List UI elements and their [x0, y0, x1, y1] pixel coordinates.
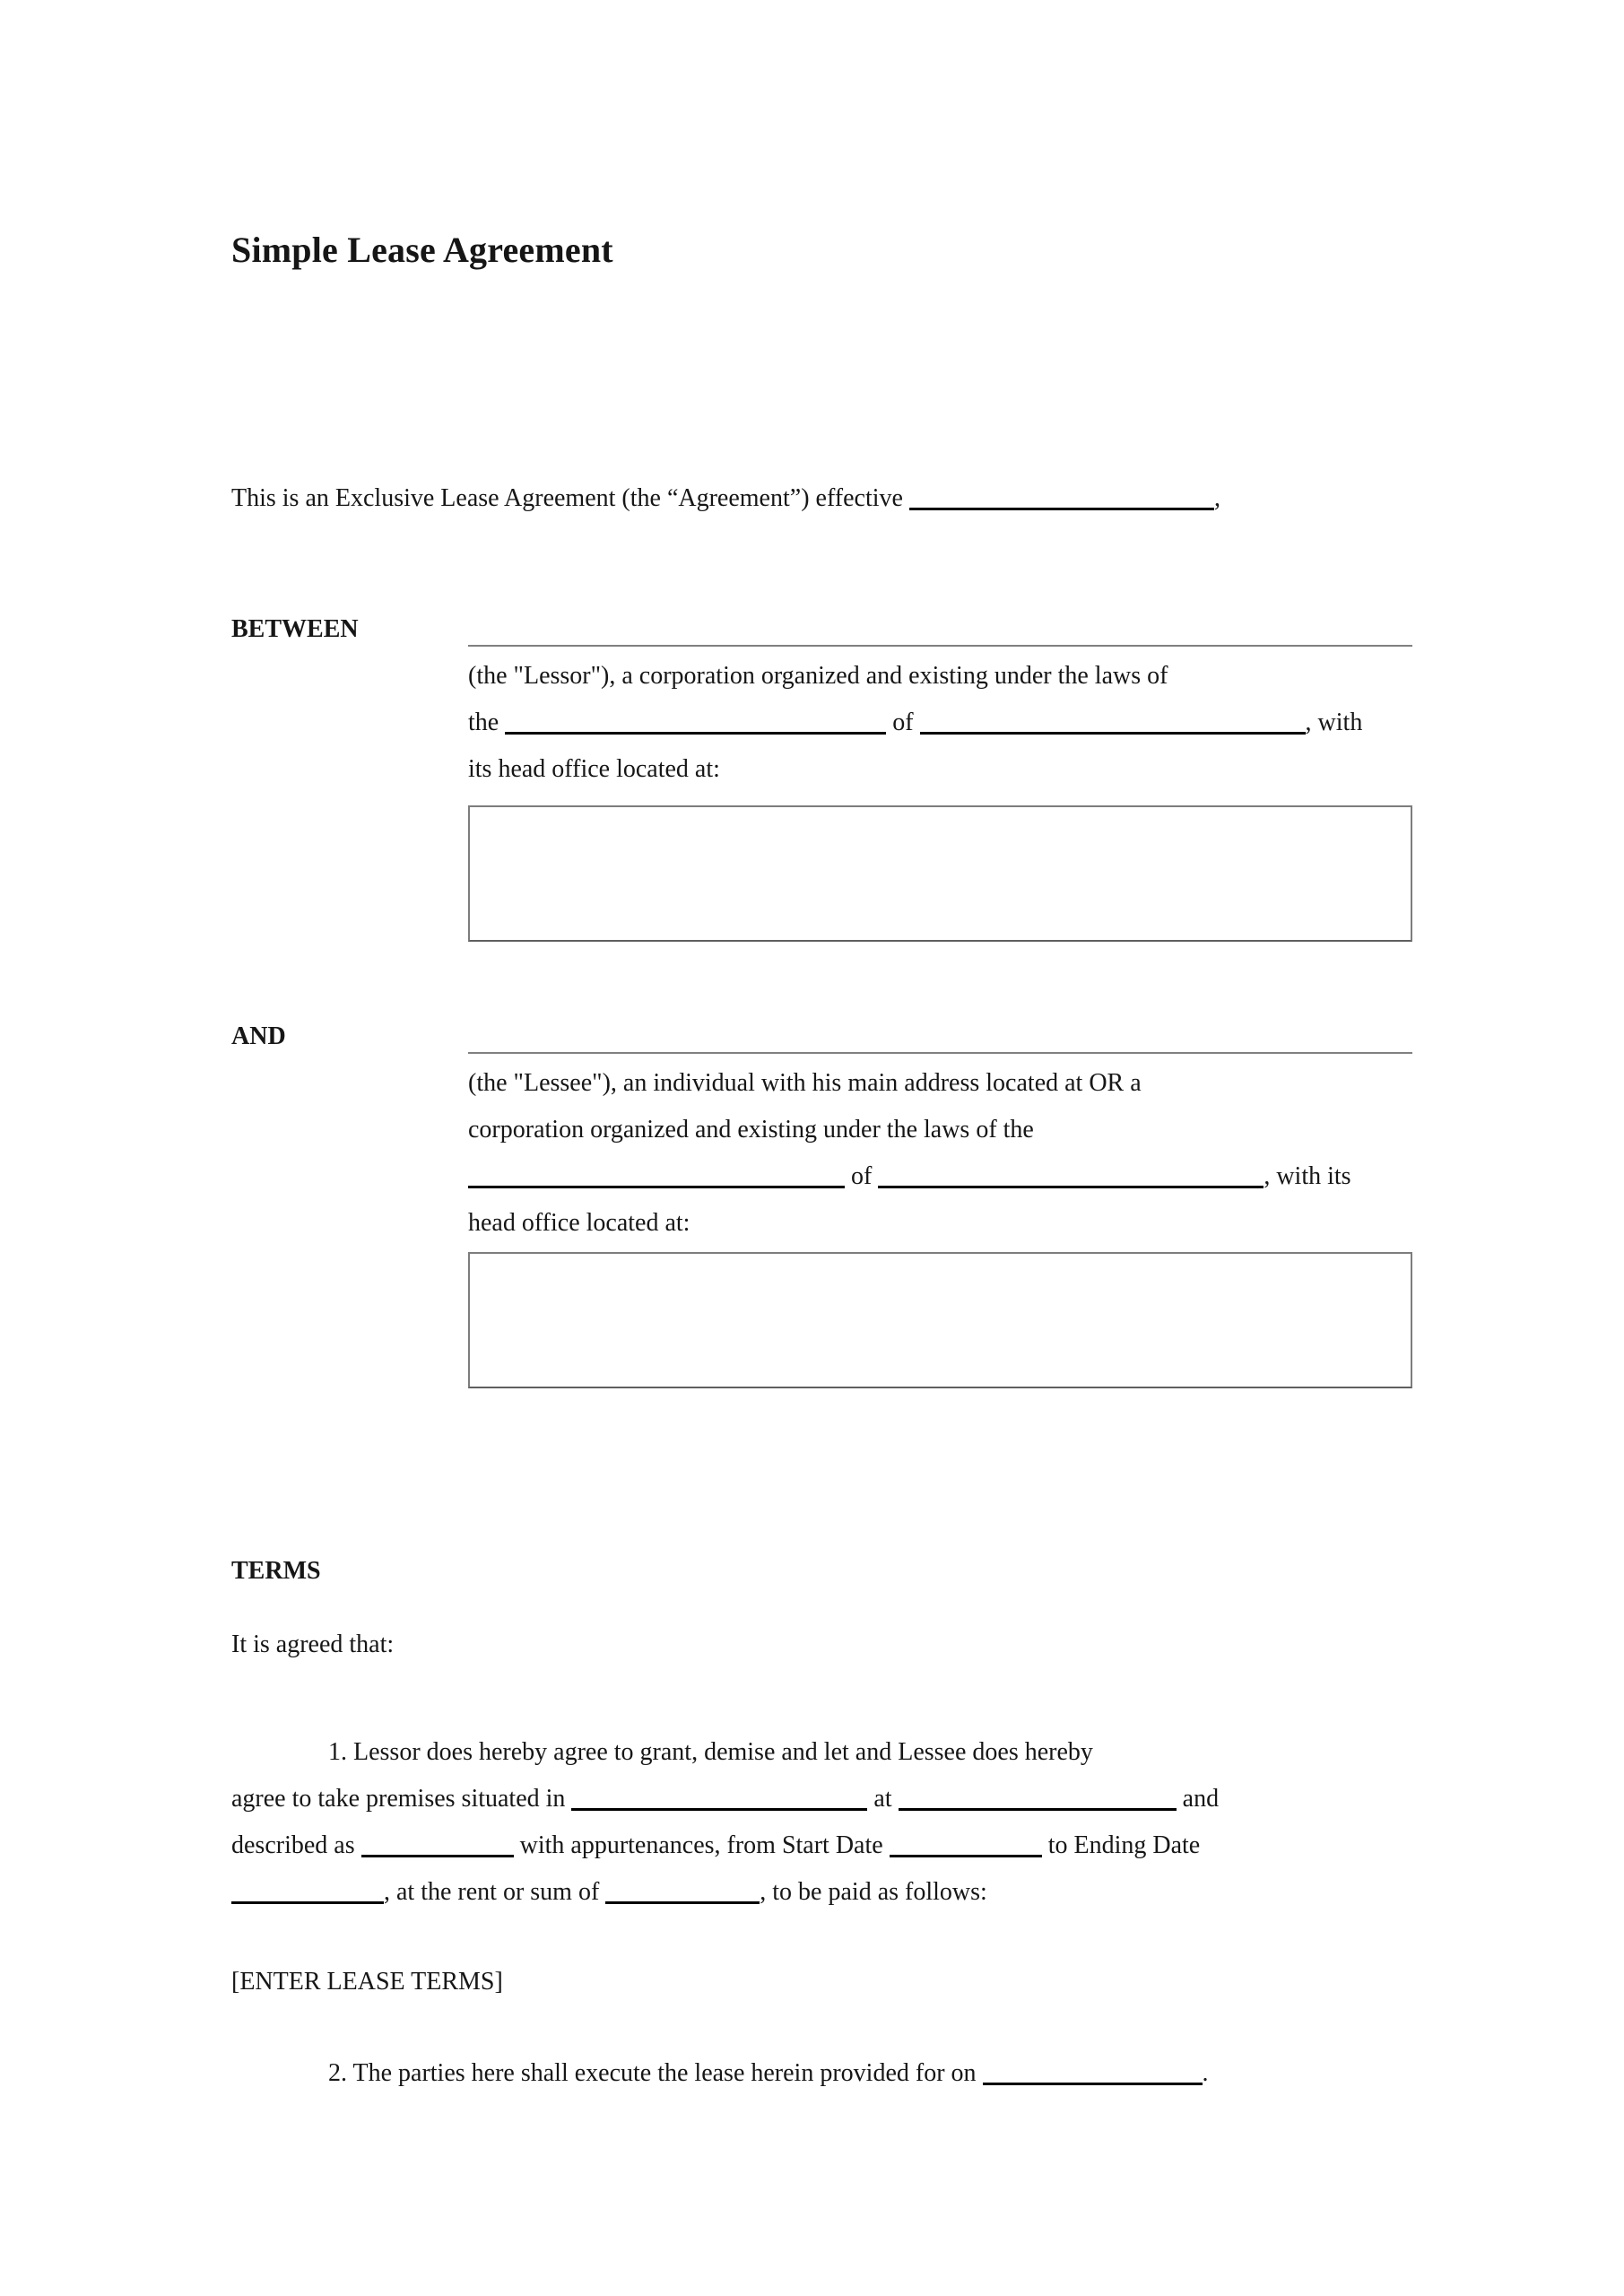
text-run: to Ending Date	[1041, 1831, 1201, 1859]
text-run: 1. Lessor does hereby agree to grant, demise and let and Lessee does hereby	[328, 1738, 1093, 1766]
text-line	[231, 475, 1399, 522]
clause-2-paragraph	[231, 2050, 1399, 2097]
document-title: Simple Lease Agreement	[231, 230, 613, 270]
text-run: with appurtenances, from Start Date	[513, 1831, 890, 1859]
text-run: of	[886, 709, 920, 736]
text-run: corporation organized and existing under the laws of the	[468, 1116, 1034, 1144]
fill-in-blank[interactable]	[890, 1833, 1042, 1857]
between-row	[231, 606, 1412, 653]
text-run: ,	[1213, 484, 1220, 512]
clause-1-paragraph	[231, 1729, 1399, 1916]
text-run: described as	[231, 1831, 361, 1859]
text-line	[231, 2050, 1399, 2097]
text-line	[231, 1729, 1399, 1776]
text-run: , with	[1305, 709, 1363, 736]
text-run: and	[1176, 1785, 1220, 1813]
lessor-address-box[interactable]	[468, 805, 1412, 942]
text-line	[468, 1200, 1399, 1247]
text-run: the	[468, 709, 506, 736]
lessor-name-line[interactable]	[468, 645, 1412, 647]
and-row	[231, 1013, 1412, 1060]
fill-in-blank[interactable]	[468, 1164, 845, 1188]
fill-in-blank[interactable]	[231, 1880, 384, 1904]
text-run: , with its	[1264, 1162, 1351, 1190]
text-line	[468, 700, 1399, 746]
text-line	[468, 1107, 1399, 1153]
text-run: (the "Lessor"), a corporation organized and existing under the laws of	[468, 662, 1168, 690]
text-run: , at the rent or sum of	[384, 1878, 606, 1906]
terms-lead: It is agreed that:	[231, 1631, 395, 1658]
fill-in-blank[interactable]	[605, 1880, 760, 1904]
fill-in-blank[interactable]	[983, 2061, 1203, 2085]
text-line	[231, 1822, 1399, 1869]
text-line	[468, 1060, 1399, 1107]
text-line	[468, 746, 1399, 793]
text-line	[231, 1869, 1399, 1916]
text-run: of	[845, 1162, 879, 1190]
lessee-address-box[interactable]	[468, 1252, 1412, 1388]
and-label: AND	[231, 1022, 286, 1050]
terms-heading: TERMS	[231, 1557, 321, 1585]
text-run: agree to take premises situated in	[231, 1785, 572, 1813]
lessee-name-line[interactable]	[468, 1052, 1412, 1054]
intro-paragraph	[231, 475, 1399, 522]
lessor-description-paragraph	[468, 653, 1399, 793]
fill-in-blank[interactable]	[899, 1787, 1177, 1811]
text-run: (the "Lessee"), an individual with his main address located at OR a	[468, 1069, 1142, 1097]
between-label: BETWEEN	[231, 615, 359, 643]
text-run: , to be paid as follows:	[760, 1878, 987, 1906]
fill-in-blank[interactable]	[571, 1787, 867, 1811]
fill-in-blank[interactable]	[920, 710, 1306, 735]
text-run: at	[867, 1785, 899, 1813]
text-run: This is an Exclusive Lease Agreement (the “Agreement”) effective	[231, 484, 909, 512]
text-run: 2. The parties here shall execute the lease herein provided for on	[328, 2059, 983, 2087]
fill-in-blank[interactable]	[361, 1833, 514, 1857]
fill-in-blank[interactable]	[505, 710, 886, 735]
lessee-description-paragraph	[468, 1060, 1399, 1247]
text-run: .	[1202, 2059, 1209, 2087]
fill-in-blank[interactable]	[878, 1164, 1264, 1188]
text-run: head office located at:	[468, 1209, 690, 1237]
text-line	[468, 1153, 1399, 1200]
text-line	[231, 1776, 1399, 1822]
lease-terms-placeholder: [ENTER LEASE TERMS]	[231, 1968, 503, 1996]
fill-in-blank[interactable]	[909, 486, 1214, 510]
text-line	[468, 653, 1399, 700]
text-run: its head office located at:	[468, 755, 720, 783]
